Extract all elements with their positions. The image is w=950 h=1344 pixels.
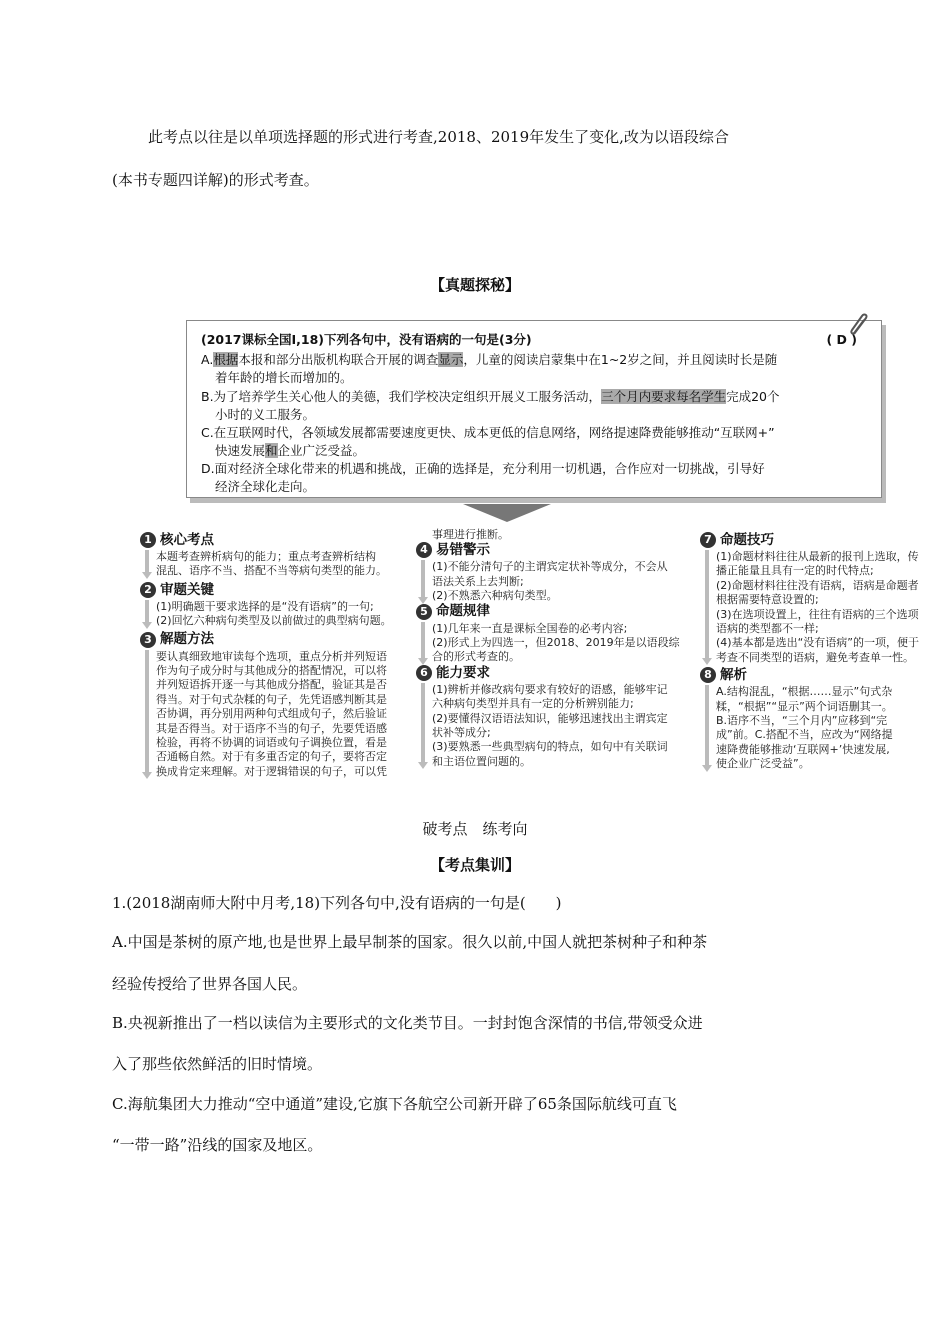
text-line: (2)命题材料往往没有语病，语病是命题者 [716, 578, 919, 592]
section-title-training: 【考点集训】 [429, 856, 520, 874]
option-c-pre: 快速发展 [215, 443, 266, 458]
title-method: 解题方法 [160, 631, 214, 648]
option-c-line2 [201, 442, 867, 459]
option-d: D.面对经济全球化带来的机遇和挑战，正确的选择是，充分利用一切机遇，合作应对一切挑战，引导好 [201, 461, 765, 476]
answer-mark: ( D ) [826, 332, 857, 347]
method-continued: 事理进行推断。 [432, 528, 509, 541]
section-method [140, 632, 422, 780]
title-skills: 命题技巧 [720, 531, 774, 548]
option-b-line-2: 入了那些依然鲜活的旧时情境。 [112, 1055, 323, 1073]
text-line: 其是否得当。对于语序不当的句子，先要凭语感 [156, 721, 387, 735]
highlight-genju: 根据 [213, 352, 239, 367]
text-line: 得当。对于句式杂糅的句子，先凭语感判断其是 [156, 692, 387, 706]
badge-1: 1 [140, 532, 156, 548]
badge-6: 6 [416, 665, 432, 681]
text-line: 合的形式考查的。 [432, 650, 520, 664]
title-core-point: 核心考点 [160, 531, 214, 548]
text-line: 成”前。C.搭配不当，应改为“网络提 [716, 728, 893, 742]
badge-2: 2 [140, 582, 156, 598]
option-a-line2: 着年龄的增长而增加的。 [215, 370, 353, 385]
text-line: A.结构混乱，“根据……显示”句式杂 [716, 685, 893, 699]
option-c-line-2: “一带一路”沿线的国家及地区。 [112, 1136, 323, 1154]
text-line: (3)在选项设置上，往往有语病的三个选项 [716, 607, 919, 621]
option-b-line-1: B.央视新推出了一档以读信为主要形式的文化类节目。一封封饱含深情的书信,带领受众进 [112, 1014, 703, 1032]
text-line: 换成肯定来理解。对于逻辑错误的句子，可以凭 [156, 764, 387, 778]
analysis-column-2 [416, 528, 702, 769]
stem-text: (2017课标全国Ⅰ,18)下列各句中，没有语病的一句是(3分) [201, 332, 532, 347]
title-explanation: 解析 [720, 667, 747, 684]
intro-line-1: 此考点以往是以单项选择题的形式进行考查,2018、2019年发生了变化,改为以语段综合 [148, 128, 729, 146]
question-box [186, 320, 882, 498]
text-line: (2)形式上为四选一，但2018、2019年是以语段综 [432, 636, 680, 650]
option-a-line-1: A.中国是茶树的原产地,也是世界上最早制茶的国家。很久以前,中国人就把茶树种子和种茶 [112, 933, 708, 951]
option-a-line-2: 经验传授给了世界各国人民。 [112, 975, 308, 993]
option-c-post: 企业广泛受益。 [277, 443, 366, 458]
highlight-xianshi: 显示 [438, 352, 464, 367]
analysis-column-3 [700, 532, 944, 772]
option-b-post: 完成20个 [726, 389, 780, 404]
section-key-reading [140, 582, 422, 629]
text-line: (4)基本都是选出“没有语病”的一项，便于 [716, 636, 919, 650]
option-b-line2: 小时的义工服务。 [215, 407, 316, 422]
option-b [201, 388, 867, 405]
text-line: 作为句子成分时与其他成分的搭配情况，可以将 [156, 664, 387, 678]
highlight-he: 和 [265, 443, 278, 458]
option-d-line2: 经济全球化走向。 [215, 479, 316, 494]
option-a-mid: 本报和部分出版机构联合开展的调查 [238, 352, 439, 367]
text-line: (1)命题材料往往从最新的报刊上选取，传 [716, 550, 919, 563]
text-line: (2)要懂得汉语语法知识，能够迅速找出主谓宾定 [432, 711, 668, 725]
badge-7: 7 [700, 532, 716, 548]
analysis-column-1 [140, 532, 422, 779]
title-ability: 能力要求 [436, 664, 490, 681]
option-a-label: A. [201, 352, 214, 367]
title-pitfalls: 易错警示 [436, 542, 490, 559]
text-line: 否协调，再分别用两种句式组成句子，然后验证 [156, 707, 387, 721]
section-core-point [140, 532, 422, 579]
text-line: 状补等成分; [432, 726, 491, 740]
text-line: (1)明确题干要求选择的是“没有语病”的一句; [156, 599, 374, 613]
badge-8: 8 [700, 667, 716, 683]
title-pattern: 命题规律 [436, 603, 490, 620]
badge-4: 4 [416, 542, 432, 558]
text-line: (1)不能分清句子的主谓宾定状补等成分，不会从 [432, 560, 668, 574]
section-title-real-exam: 【真题探秘】 [429, 276, 520, 294]
section-pattern [416, 604, 702, 665]
text-line: (1)辨析并修改病句要求有较好的语感，能够牢记 [432, 682, 668, 696]
heading-practice: 破考点 练考向 [422, 820, 528, 838]
text-line: 语病的类型都不一样; [716, 622, 819, 636]
text-line: (1)几年来一直是课标全国卷的必考内容; [432, 621, 628, 635]
question-1: 1.(2018湖南师大附中月考,18)下列各句中,没有语病的一句是( ) [112, 894, 562, 912]
text-line: 使企业广泛受益”。 [716, 757, 810, 771]
text-line: 要认真细致地审读每个选项，重点分析并列短语 [156, 649, 387, 663]
badge-3: 3 [140, 632, 156, 648]
text-line: 混乱、语序不当、搭配不当等病句类型的能力。 [156, 564, 387, 578]
text-line: (3)要熟悉一些典型病句的特点，如句中有关联词 [432, 740, 668, 754]
section-ability [416, 665, 702, 769]
section-pitfalls [416, 542, 702, 603]
text-line: 否通畅自然。对于有多重否定的句子，要将否定 [156, 750, 387, 764]
intro-line-2: (本书专题四详解)的形式考查。 [112, 171, 319, 189]
text-line: 根据需要特意设置的; [716, 593, 819, 607]
option-c-line-1: C.海航集团大力推动“空中通道”建设,它旗下各航空公司新开辟了65条国际航线可直飞 [112, 1095, 677, 1113]
text-line: 糅，“根据”“显示”两个词语删其一。 [716, 699, 893, 713]
paperclip-icon [848, 312, 872, 338]
section-explanation [700, 667, 944, 771]
text-line: 考查不同类型的语病，避免考查单一性。 [716, 650, 914, 664]
text-line: 六种病句类型并具有一定的分析辨别能力; [432, 697, 634, 711]
text-line: 语法关系上去判断; [432, 574, 524, 588]
text-line: 检验，再将不协调的词语或句子调换位置，看是 [156, 736, 387, 750]
text-line: 并列短语拆开逐一与其他成分搭配，验证其是否 [156, 678, 387, 692]
option-a-post: ，儿童的阅读启蒙集中在1~2岁之间，并且阅读时长是随 [463, 352, 778, 367]
badge-5: 5 [416, 604, 432, 620]
text-line: 和主语位置问题的。 [432, 754, 531, 768]
text-line: B.语序不当，“三个月内”应移到“完 [716, 714, 888, 728]
text-line: (2)回忆六种病句类型及以前做过的典型病句题。 [156, 614, 392, 628]
text-line: 播正能量且具有一定的时代特点; [716, 564, 874, 578]
text-line: (2)不熟悉六种病句类型。 [432, 589, 558, 603]
down-arrow-icon [463, 504, 551, 522]
option-a [201, 351, 867, 368]
highlight-b: 三个月内要求每名学生 [601, 389, 727, 404]
option-b-pre: B.为了培养学生关心他人的美德，我们学校决定组织开展义工服务活动， [201, 389, 602, 404]
text-line: 本题考查辨析病句的能力；重点考查辨析结构 [156, 550, 376, 563]
section-skills [700, 532, 944, 665]
title-key-reading: 审题关键 [160, 581, 214, 598]
text-line: 速降费能够推动‘互联网+’快速发展, [716, 742, 890, 756]
option-c: C.在互联网时代，各领域发展都需要速度更快、成本更低的信息网络，网络提速降费能够推动“互联网+” [201, 425, 775, 440]
question-stem [201, 331, 867, 348]
